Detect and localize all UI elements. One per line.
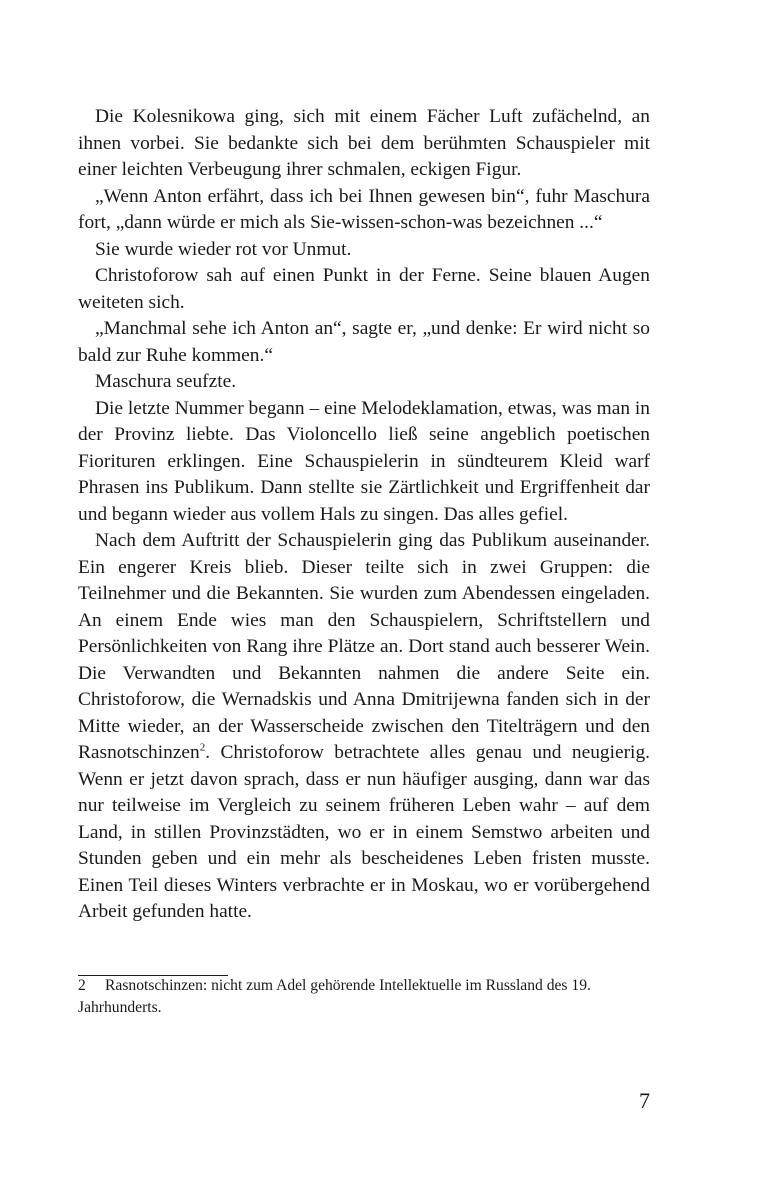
paragraph: Christoforow sah auf einen Punkt in der Ferne. Seine blauen Augen weiteten sich. [78,265,650,313]
paragraph-with-footnote [78,528,650,926]
paragraph-text-before-footnote: Nach dem Auftritt der Schauspielerin ging das Publikum auseinander. Ein engerer Kreis blieb. Dieser teilte sich in zwei Gruppen: die Teilnehmer und die Bekannten. Sie wurden zum Abendessen eingeladen. An einem Ende wies man den Schauspielern, Schriftstellern und Persönlichkeiten von Rang ihre Plätze an. Dort stand auch besserer Wein. Die Verwandten und Bekannten nahmen die andere Seite ein. Christoforow, die Wernadskis und Anna Dmitrijewna fanden sich in der Mitte wieder, an der Wasserscheide zwischen den Titelträgern und den Rasnotschinzen [78,530,650,763]
footnote-text: Rasnotschinzen: nicht zum Adel gehörende Intellektuelle im Russland des 19. Jahrhunderts. [78,977,591,1016]
paragraph: „Wenn Anton erfährt, dass ich bei Ihnen gewesen bin“, fuhr Maschura fort, „dann würde er mich als Sie-wissen-schon-was bezeichnen ...“ [78,185,650,233]
body-text [78,104,650,926]
paragraph: Sie wurde wieder rot vor Unmut. [95,238,352,260]
page-number: 7 [639,1088,650,1113]
footnote [78,975,650,1019]
paragraph: Die letzte Nummer begann – eine Melodeklamation, etwas, was man in der Provinz liebte. Das Violoncello ließ seine angeblich poetischen Fiorituren erklingen. Eine Schauspielerin in sündteurem Kleid warf Phrasen ins Publikum. Dann stellte sie Zärtlichkeit und Ergriffenheit dar und begann wieder aus vollem Hals zu singen. Das alles gefiel. [78,397,650,525]
paragraph-text-after-footnote: . Christoforow betrachtete alles genau und neugierig. Wenn er jetzt davon sprach, dass er nun häufiger ausging, dann war das nur teilweise im Vergleich zu seinem früheren Leben wahr – auf dem Land, in stillen Provinzstädten, wo er in einem Semstwo arbeiten und Stunden geben und ein mehr als bescheidenes Leben fristen musste. Einen Teil dieses Winters verbrachte er in Moskau, wo er vorübergehend Arbeit gefunden hatte. [78,742,650,922]
paragraph: Maschura seufzte. [95,371,237,392]
footnote-reference: 2 [199,741,206,754]
paragraph: „Manchmal sehe ich Anton an“, sagte er, „und denke: Er wird nicht so bald zur Ruhe kommen.“ [78,318,650,366]
paragraph: Die Kolesnikowa ging, sich mit einem Fächer Luft zufächelnd, an ihnen vorbei. Sie bedankte sich bei dem berühmten Schauspieler mit einer leichten Verbeugung ihrer schmalen, eckigen Figur. [78,106,650,180]
footnote-number: 2 [78,977,86,994]
